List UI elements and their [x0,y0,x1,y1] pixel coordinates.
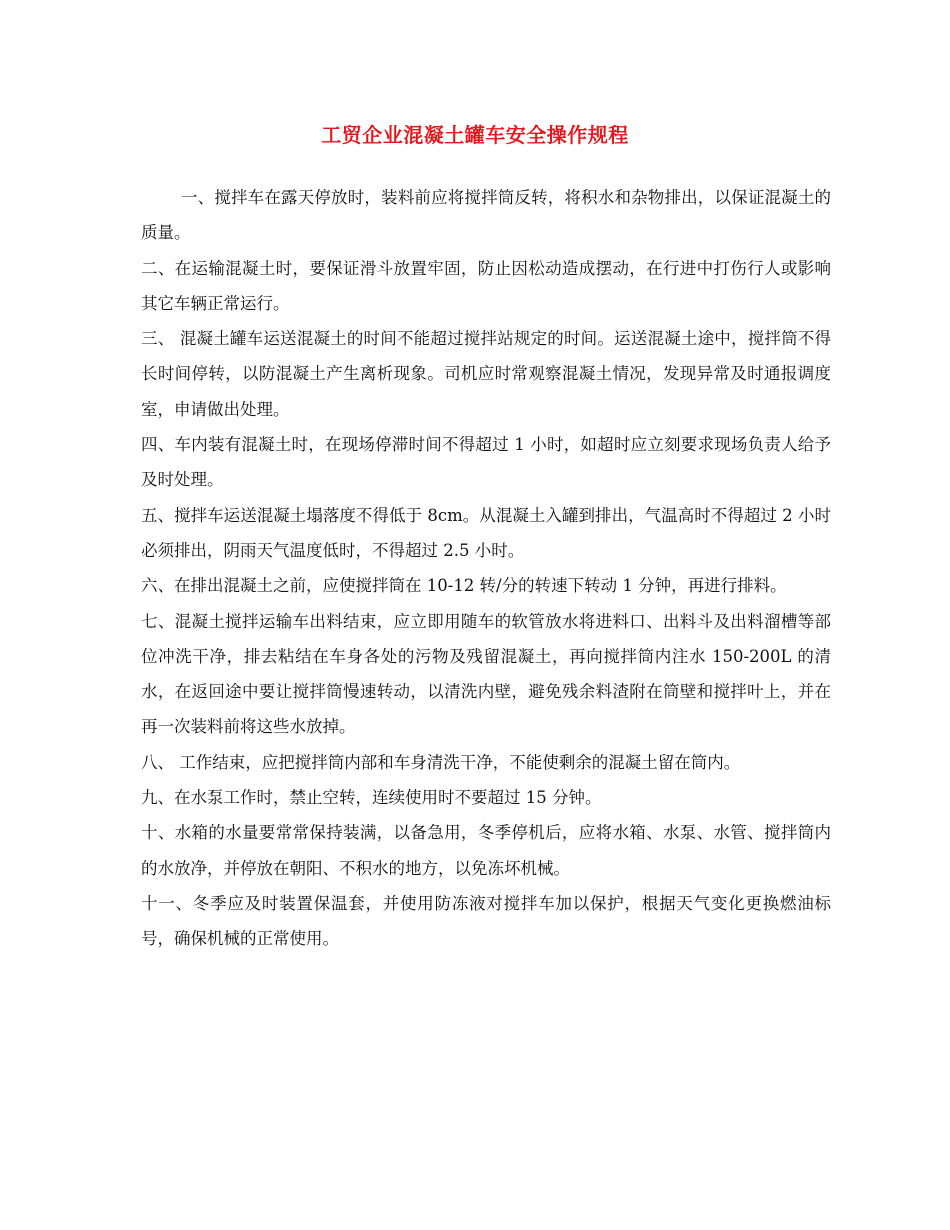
rule-paragraph-10: 十、水箱的水量要常常保持装满，以备急用，冬季停机后，应将水箱、水泵、水管、搅拌筒内的水放净，并停放在朝阳、不积水的地方，以免冻坏机械。 [141,823,831,878]
rule-paragraph-11: 十一、冬季应及时装置保温套，并使用防冻液对搅拌车加以保护，根据天气变化更换燃油标号，确保机械的正常使用。 [141,893,831,949]
rule-paragraph-4: 四、车内装有混凝土时，在现场停滞时间不得超过 1 小时，如超时应立刻要求现场负责人给予及时处理。 [141,435,831,490]
document-title: 工贸企业混凝土罐车安全操作规程 [321,123,629,147]
rule-paragraph-7: 七、混凝土搅拌运输车出料结束，应立即用随车的软管放水将进料口、出料斗及出料溜槽等部位冲洗干净，排去粘结在车身各处的污物及残留混凝土，再向搅拌筒内注水 150-200L 的清水，在返回途中要让搅拌筒慢速转动，以清洗内壁，避免残余料渣附在筒壁和搅拌叶上，并在再一次装料前将这些水放掉。 [141,611,831,737]
rule-paragraph-3: 三、 混凝土罐车运送混凝土的时间不能超过搅拌站规定的时间。运送混凝土途中，搅拌筒不得长时间停转，以防混凝土产生离析现象。司机应时常观察混凝土情况，发现异常及时通报调度室，申请做出处理。 [141,329,831,419]
rule-paragraph-8: 八、 工作结束，应把搅拌筒内部和车身清洗干净，不能使剩余的混凝土留在筒内。 [141,752,741,772]
rule-paragraph-6: 六、在排出混凝土之前，应使搅拌筒在 10-12 转/分的转速下转动 1 分钟，再进行排料。 [141,576,787,596]
rule-paragraph-5: 五、搅拌车运送混凝土塌落度不得低于 8cm。从混凝土入罐到排出，气温高时不得超过 2 小时必须排出，阴雨天气温度低时，不得超过 2.5 小时。 [141,505,831,560]
rule-paragraph-9: 九、在水泵工作时，禁止空转，连续使用时不要超过 15 分钟。 [141,788,602,808]
rule-paragraph-1: 一、搅拌车在露天停放时，装料前应将搅拌筒反转，将积水和杂物排出，以保证混凝土的质量。 [141,188,831,243]
document-body [141,180,831,957]
rule-paragraph-2: 二、在运输混凝土时，要保证滑斗放置牢固，防止因松动造成摆动，在行进中打伤行人或影响其它车辆正常运行。 [141,258,831,313]
